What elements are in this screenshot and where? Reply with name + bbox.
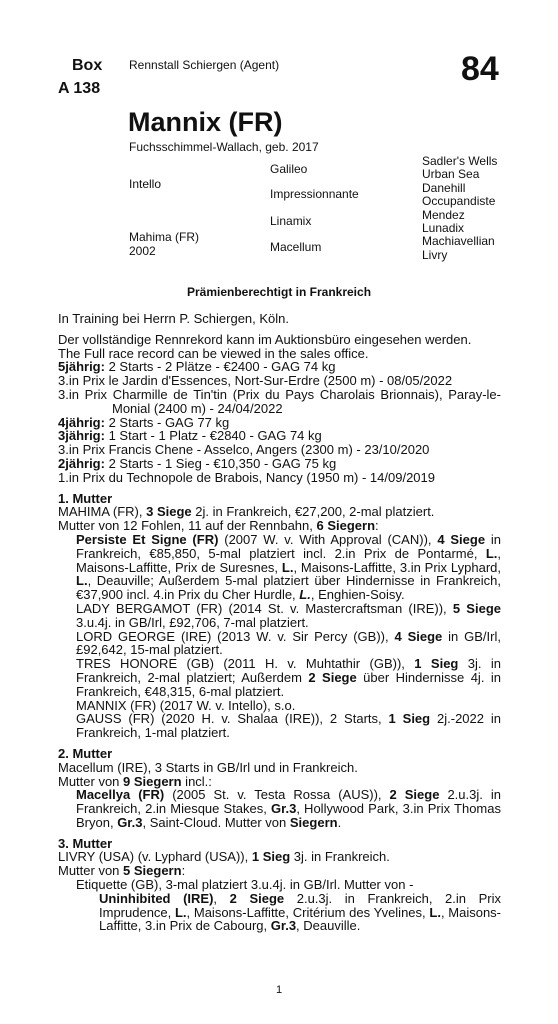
pedigree-gen3-7: Machiavellian	[422, 234, 495, 248]
pedigree-gen3-8: Livry	[422, 248, 448, 262]
offspring-entry: GAUSS (FR) (2020 H. v. Shalaa (IRE)), 2 Starts, 1 Sieg 2j.-2022 in Frankreich, 1-mal platziert.	[76, 711, 502, 741]
pedigree-dam-dam: Macellum	[270, 240, 322, 254]
race-line: 3.in Prix le Jardin d'Essences, Nort-Sur-Erdre (2500 m) - 08/05/2022	[58, 373, 453, 389]
third-dam-produce-line: Mutter von 5 Siegern:	[58, 863, 186, 879]
pedigree-gen3-4: Occupandiste	[422, 194, 496, 208]
race-line: 1.in Prix du Technopole de Brabois, Nancy (1950 m) - 14/09/2019	[58, 469, 435, 485]
pedigree-dam-year: 2002	[129, 244, 156, 258]
catalogue-text	[58, 312, 501, 933]
offspring-entry: Persiste Et Signe (FR) (2007 W. v. With Approval (CAN)), 4 Siege in Frankreich, €85,850, 5-mal platziert incl. 2.in Prix de Pontarmé, L., Maisons-Laffitte, Prix de Suresnes, L., Maisons-Laffitte, 3.in Prix Lyphard, L., Deauville; Außerdem 5-mal platziert über Hindernisse in Frankreich, €37,900 incl. 4.in Prix du Cher Hurdle, L., Enghien-Soisy.	[76, 531, 501, 603]
offspring-entry: LORD GEORGE (IRE) (2013 W. v. Sir Percy (GB)), 4 Siege in GB/Irl, £92,642, 15-mal platziert.	[76, 628, 501, 658]
dam-line: MAHIMA (FR), 3 Siege 2j. in Frankreich, €27,200, 2-mal platziert.	[58, 504, 435, 520]
pedigree-dam-sire: Linamix	[270, 214, 312, 228]
race-line: 3.in Prix Francis Chene - Asselco, Angers (2300 m) - 23/10/2020	[58, 442, 430, 458]
pedigree-gen3-2: Urban Sea	[422, 167, 480, 181]
section-heading-third-dam: 3. Mutter	[58, 835, 113, 851]
pedigree-gen3-5: Mendez	[422, 208, 465, 222]
form-3yo: 3jährig: 1 Start - 1 Platz - €2840 - GAG 74 kg	[58, 428, 322, 444]
third-dam-line: LIVRY (USA) (v. Lyphard (USA)), 1 Sieg 3j. in Frankreich.	[58, 849, 390, 865]
form-2yo: 2jährig: 2 Starts - 1 Sieg - €10,350 - GAG 75 kg	[58, 455, 337, 471]
pedigree-gen3-3: Danehill	[422, 181, 466, 195]
second-dam-produce-line: Mutter von 9 Siegern incl.:	[58, 773, 212, 789]
lot-number: 84	[461, 50, 499, 88]
training-info: In Training bei Herrn P. Schiergen, Köln.	[58, 311, 290, 326]
box-label: Box	[72, 57, 103, 74]
section-heading-second-dam: 2. Mutter	[58, 745, 113, 761]
form-5yo: 5jährig: 2 Starts - 2 Plätze - €2400 - GAG 74 kg	[58, 359, 336, 375]
offspring-entry: Uninhibited (IRE), 2 Siege 2.u.3j. in Frankreich, 2.in Prix Imprudence, L., Maisons-Laffitte, Critérium des Yvelines, L., Maisons-Laffitte, 3.in Prix de Cabourg, Gr.3, Deauville.	[99, 890, 502, 934]
record-note-de: Der vollständige Rennrekord kann im Auktionsbüro eingesehen werden.	[58, 331, 472, 347]
horse-name: Mannix (FR)	[128, 107, 283, 137]
agent-name: Rennstall Schiergen (Agent)	[129, 58, 280, 72]
offspring-entry: LADY BERGAMOT (FR) (2014 St. v. Mastercraftsman (IRE)), 5 Siege 3.u.4j. in GB/Irl, £92,706, 7-mal platziert.	[76, 600, 501, 630]
dam-produce-line: Mutter von 12 Fohlen, 11 auf der Rennbahn, 6 Siegern:	[58, 518, 379, 534]
offspring-entry: Macellya (FR) (2005 St. v. Testa Rossa (AUS)), 2 Siege 2.u.3j. in Frankreich, 2.in Miesque Stakes, Gr.3, Hollywood Park, 3.in Prix Thomas Bryon, Gr.3, Saint-Cloud. Mutter von Siegern.	[76, 787, 501, 830]
section-heading-dam: 1. Mutter	[58, 490, 113, 506]
form-4yo: 4jährig: 2 Starts - GAG 77 kg	[58, 414, 230, 430]
pedigree-gen3-6: Lunadix	[422, 221, 465, 235]
horse-description: Fuchsschimmel-Wallach, geb. 2017	[129, 140, 319, 154]
race-line: 3.in Prix Charmille de Tin'tin (Prix du Pays Charolais Brionnais), Paray-le-Monial (2400 m) - 24/04/2022	[58, 386, 501, 416]
offspring-entry: Etiquette (GB), 3-mal platziert 3.u.4j. in GB/Irl. Mutter von -	[76, 877, 414, 893]
offspring-entry: MANNIX (FR) (2017 W. v. Intello), s.o.	[76, 697, 296, 713]
premium-note: Prämienberechtigt in Frankreich	[186, 285, 372, 299]
pedigree-dam: Mahima (FR)	[129, 230, 200, 244]
pedigree-sire-sire: Galileo	[270, 162, 308, 176]
second-dam-line: Macellum (IRE), 3 Starts in GB/Irl und in Frankreich.	[58, 759, 358, 775]
pedigree-sire-dam: Impressionnante	[270, 187, 359, 201]
record-note-en: The Full race record can be viewed in the sales office.	[58, 345, 369, 361]
page-number: 1	[275, 984, 283, 996]
box-number: A 138	[58, 80, 101, 97]
pedigree-gen3-1: Sadler's Wells	[422, 154, 498, 168]
offspring-entry: TRES HONORE (GB) (2011 H. v. Muhtathir (GB)), 1 Sieg 3j. in Frankreich, 2-mal platziert; Außerdem 2 Siege über Hindernisse 4j. in Frankreich, €48,315, 6-mal platziert.	[76, 656, 502, 699]
pedigree-sire: Intello	[129, 177, 162, 191]
